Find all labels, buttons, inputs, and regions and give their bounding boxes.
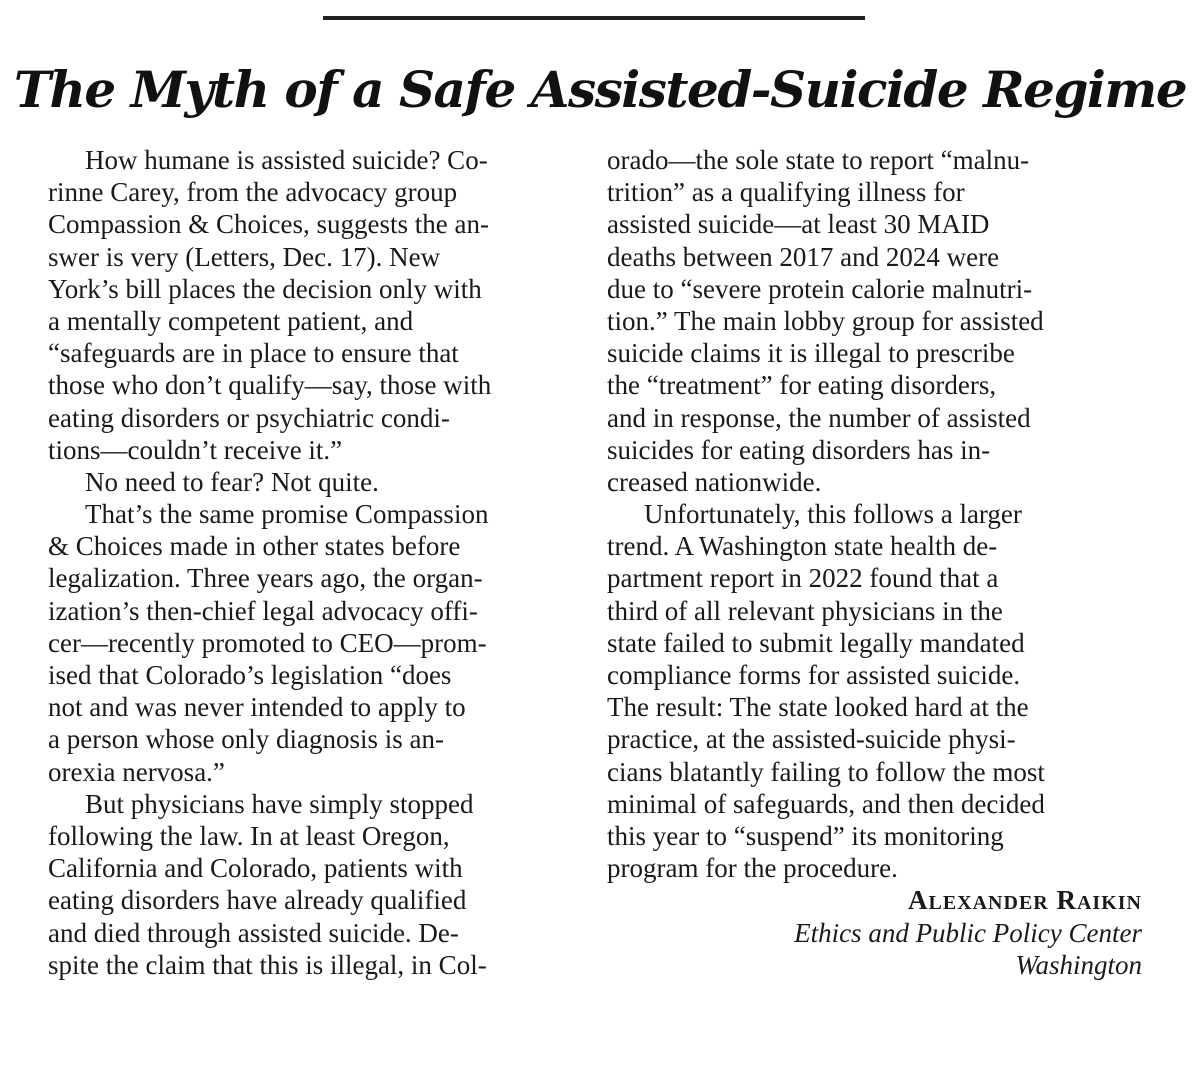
text-line: How humane is assisted suicide? Co- [85, 145, 488, 175]
text-line: not and was never intended to apply to [48, 692, 466, 723]
text-line: ization’s then-chief legal advocacy offi- [48, 595, 478, 626]
text-line: cer—recently promoted to CEO—prom- [48, 627, 487, 658]
text-line: third of all relevant physicians in the [607, 595, 1003, 626]
text-line: That’s the same promise Compassion [85, 499, 489, 530]
text-line: minimal of safeguards, and then decided [607, 788, 1045, 819]
text-line: spite the claim that this is illegal, in Col- [48, 949, 487, 980]
text-line: due to “severe protein calorie malnutri- [607, 273, 1033, 304]
text-line: But physicians have simply stopped [85, 788, 474, 819]
text-line: suicide claims it is illegal to prescribe [607, 338, 1015, 369]
left-column [48, 144, 583, 981]
text-line: California and Colorado, patients with [48, 853, 463, 884]
text-line: deaths between 2017 and 2024 were [607, 241, 1000, 272]
text-line: orexia nervosa.” [48, 756, 225, 787]
signature-name: ALEXANDER RAIKIN [907, 885, 1142, 916]
text-line: compliance forms for assisted suicide. [607, 660, 1021, 690]
text-line: program for the procedure. [607, 853, 898, 884]
text-line: trition” as a qualifying illness for [607, 177, 965, 208]
text-line: eating disorders or psychiatric condi- [48, 402, 450, 433]
text-line: & Choices made in other states before [48, 531, 461, 562]
text-line: swer is very (Letters, Dec. 17). New [48, 241, 441, 272]
text-line: following the law. In at least Oregon, [48, 820, 450, 851]
text-line: eating disorders have already qualified [48, 885, 467, 916]
text-line: trend. A Washington state health de- [607, 531, 998, 562]
text-line: Unfortunately, this follows a larger [644, 499, 1022, 530]
text-line: ised that Colorado’s legislation “does [48, 660, 452, 690]
text-line: creased nationwide. [607, 466, 822, 497]
headline: The Myth of a Safe Assisted-Suicide Regime [13, 60, 1187, 119]
text-line: tions—couldn’t receive it.” [48, 434, 343, 465]
text-line: those who don’t qualify—say, those with [48, 370, 492, 401]
text-line: this year to “suspend” its monitoring [607, 820, 1004, 851]
top-rule [323, 16, 865, 20]
text-line: orado—the sole state to report “malnu- [607, 145, 1030, 175]
text-line: partment report in 2022 found that a [607, 563, 999, 594]
text-line: assisted suicide—at least 30 MAID [607, 209, 990, 240]
text-line: rinne Carey, from the advocacy group [48, 177, 458, 208]
signature-city: Washington [1015, 949, 1142, 980]
text-line: and in response, the number of assisted [607, 402, 1031, 433]
text-line: tion.” The main lobby group for assisted [607, 305, 1044, 336]
text-line: a mentally competent patient, and [48, 305, 414, 336]
right-column [607, 144, 1142, 981]
text-line: the “treatment” for eating disorders, [607, 370, 997, 401]
text-line: The result: The state looked hard at the [607, 692, 1029, 723]
text-line: cians blatantly failing to follow the most [607, 756, 1045, 787]
text-line: suicides for eating disorders has in- [607, 434, 991, 465]
text-line: and died through assisted suicide. De- [48, 917, 459, 948]
text-line: “safeguards are in place to ensure that [48, 338, 459, 369]
text-line: legalization. Three years ago, the organ- [48, 563, 483, 594]
signature-organization: Ethics and Public Policy Center [794, 917, 1142, 948]
text-line: York’s bill places the decision only with [48, 273, 482, 304]
text-line: No need to fear? Not quite. [85, 466, 379, 497]
text-line: state failed to submit legally mandated [607, 627, 1025, 658]
text-line: Compassion & Choices, suggests the an- [48, 209, 489, 240]
text-line: practice, at the assisted-suicide physi- [607, 724, 1016, 755]
text-line: a person whose only diagnosis is an- [48, 724, 444, 755]
